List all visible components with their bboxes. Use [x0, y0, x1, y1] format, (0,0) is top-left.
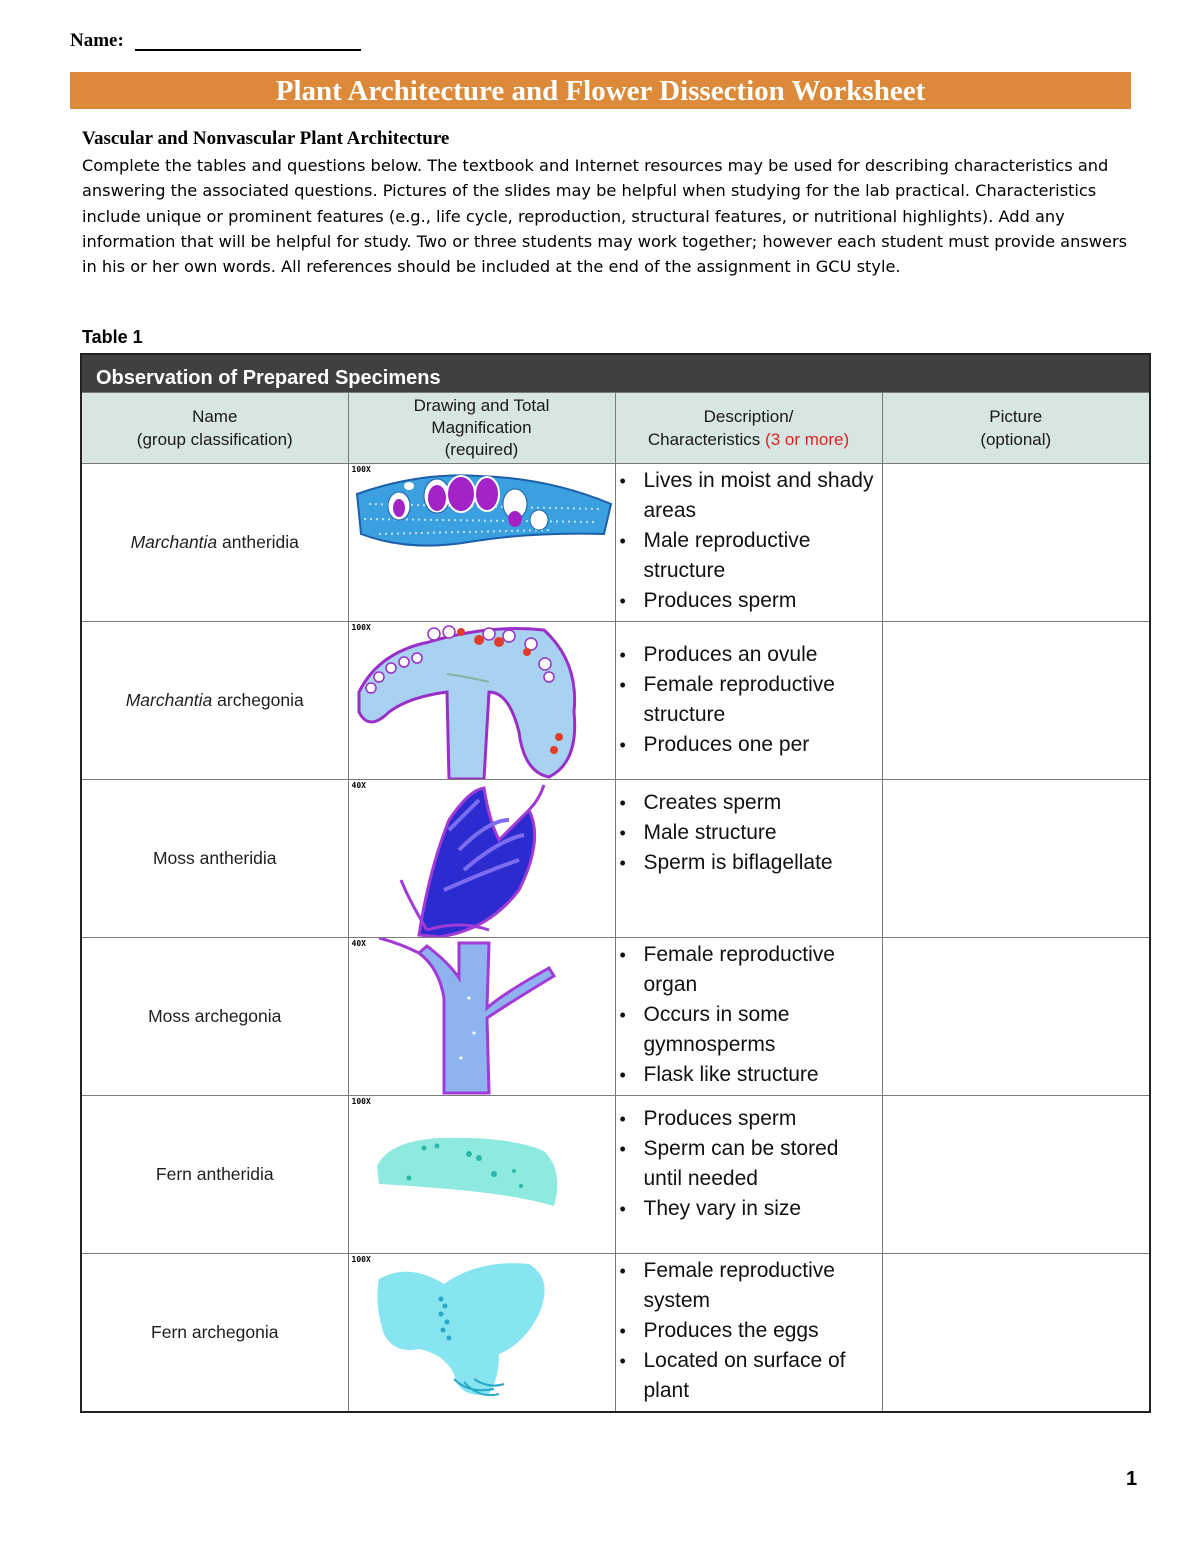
description-item: • Male structure	[620, 818, 882, 848]
description-item: • They vary in size	[620, 1194, 882, 1224]
name-field-line[interactable]	[135, 49, 361, 51]
description-item: • Sperm can be stored until needed	[620, 1134, 882, 1194]
drawing-marchantia-archegonia	[349, 622, 616, 779]
description-item: • Lives in moist and shady areas	[620, 466, 882, 526]
specimen-name: Marchantia archegonia	[81, 622, 348, 780]
picture-cell[interactable]	[882, 622, 1150, 780]
header-drawing: Drawing and Total Magnification (required)	[348, 393, 615, 464]
table-row	[81, 464, 1150, 622]
magnification-label: 40X	[351, 781, 366, 790]
table-row	[81, 622, 1150, 780]
drawing-cell[interactable]	[348, 622, 615, 780]
table-label: Table 1	[82, 327, 143, 347]
drawing-moss-archegonia	[349, 938, 616, 1095]
table-row	[81, 1096, 1150, 1254]
name-label: Name:	[70, 30, 124, 51]
page-title: Plant Architecture and Flower Dissection Worksheet	[275, 75, 926, 107]
description-item: • Occurs in some gymnosperms	[620, 1000, 882, 1060]
description-cell	[615, 938, 882, 1096]
page-number: 1	[1126, 1468, 1138, 1490]
description-list	[616, 938, 882, 1090]
intro-paragraph: Complete the tables and questions below. The textbook and Internet resources may be used for describing characteristics and answering the associated questions. Pictures of the slides may be helpful when studying for the lab practical. Characteristics include unique or prominent features (e.g., life cycle, reproduction, structural features, or nutritional highlights). Add any information that will be helpful for study. Two or three students may work together; however each student must provide answers in his or her own words. All references should be included at the end of the assignment in GCU style.	[82, 156, 1128, 277]
header-picture: Picture (optional)	[882, 393, 1150, 464]
table-caption: Observation of Prepared Specimens	[81, 354, 1150, 393]
specimen-name: Moss antheridia	[81, 780, 348, 938]
picture-cell[interactable]	[882, 1096, 1150, 1254]
drawing-moss-antheridia	[349, 780, 616, 937]
magnification-label: 100X	[351, 465, 371, 474]
drawing-fern-antheridia	[349, 1096, 616, 1253]
description-item: • Female reproductive structure	[620, 670, 882, 730]
description-list	[616, 1254, 882, 1406]
specimen-table	[80, 353, 1151, 1413]
specimen-name: Marchantia antheridia	[81, 464, 348, 622]
description-cell	[615, 464, 882, 622]
description-item: • Produces sperm	[620, 586, 882, 616]
description-item: • Located on surface of plant	[620, 1346, 882, 1406]
table-caption-row	[81, 354, 1150, 393]
description-item: • Produces an ovule	[620, 640, 882, 670]
drawing-cell[interactable]	[348, 938, 615, 1096]
title-banner	[70, 72, 1131, 109]
description-item: • Creates sperm	[620, 788, 882, 818]
section-heading: Vascular and Nonvascular Plant Architecture	[82, 128, 450, 149]
description-item: • Sperm is biflagellate	[620, 848, 882, 878]
description-cell	[615, 622, 882, 780]
picture-cell[interactable]	[882, 938, 1150, 1096]
description-item: • Female reproductive system	[620, 1256, 882, 1316]
drawing-fern-archegonia	[349, 1254, 616, 1411]
description-item: • Flask like structure	[620, 1060, 882, 1090]
drawing-cell[interactable]	[348, 464, 615, 622]
magnification-label: 40X	[351, 939, 366, 948]
drawing-cell[interactable]	[348, 780, 615, 938]
drawing-cell[interactable]	[348, 1096, 615, 1254]
drawing-cell[interactable]	[348, 1254, 615, 1413]
description-list	[616, 1096, 882, 1224]
description-list	[616, 780, 882, 878]
magnification-label: 100X	[351, 1255, 371, 1264]
header-description: Description/ Characteristics (3 or more)	[615, 393, 882, 464]
magnification-label: 100X	[351, 623, 371, 632]
description-item: • Male reproductive structure	[620, 526, 882, 586]
picture-cell[interactable]	[882, 1254, 1150, 1413]
table-row	[81, 1254, 1150, 1413]
drawing-marchantia-antheridia	[349, 464, 616, 621]
description-item: • Produces sperm	[620, 1104, 882, 1134]
picture-cell[interactable]	[882, 464, 1150, 622]
description-item: • Female reproductive organ	[620, 940, 882, 1000]
description-cell	[615, 780, 882, 938]
description-item: • Produces the eggs	[620, 1316, 882, 1346]
header-name: Name (group classification)	[81, 393, 348, 464]
table-row	[81, 780, 1150, 938]
description-list	[616, 464, 882, 616]
magnification-label: 100X	[351, 1097, 371, 1106]
description-cell	[615, 1254, 882, 1413]
specimen-name: Fern archegonia	[81, 1254, 348, 1413]
description-item: • Produces one per	[620, 730, 882, 760]
picture-cell[interactable]	[882, 780, 1150, 938]
description-cell	[615, 1096, 882, 1254]
specimen-name: Fern antheridia	[81, 1096, 348, 1254]
specimen-name: Moss archegonia	[81, 938, 348, 1096]
table-row	[81, 938, 1150, 1096]
description-list	[616, 622, 882, 760]
table-header-row	[81, 393, 1150, 464]
